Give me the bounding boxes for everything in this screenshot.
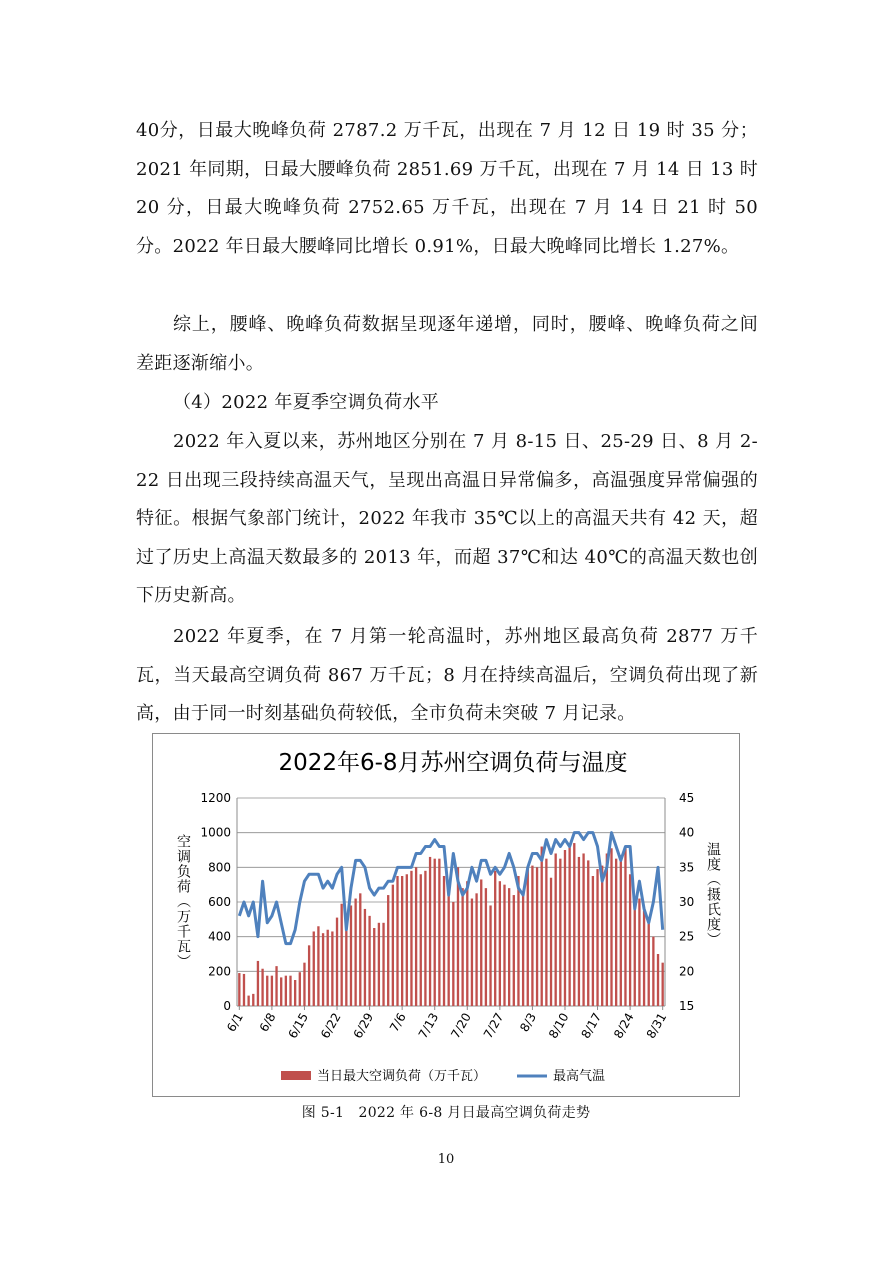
y2-tick-label: 30 — [679, 895, 695, 909]
bar — [378, 923, 380, 1006]
bar — [299, 972, 301, 1006]
bar — [396, 876, 398, 1006]
bar — [555, 853, 557, 1006]
bar — [252, 994, 254, 1006]
bar — [271, 976, 273, 1006]
bar — [448, 895, 450, 1006]
bar — [503, 885, 505, 1006]
x-tick-label: 8/3 — [517, 1010, 540, 1035]
y-axis-label: 空调负荷（万千瓦） — [175, 834, 191, 969]
bar — [289, 976, 291, 1006]
bar — [480, 879, 482, 1006]
bar — [247, 996, 249, 1006]
paragraph-1: 40分，日最大晚峰负荷 2787.2 万千瓦，出现在 7 月 12 日 19 时 35 分；2021 年同期，日最大腰峰负荷 2851.69 万千瓦，出现在 7 月 14 日 13 时 20 分，日最大晚峰负荷 2752.65 万千瓦，出现在 7 月 14 日 21 时 50 分。2022 年日最大腰峰同比增长 0.91%，日最大晚峰同比增长 1.27%。 — [136, 120, 758, 257]
y-tick-label: 1200 — [200, 791, 231, 805]
y2-tick-label: 15 — [679, 999, 695, 1013]
x-tick-label: 7/13 — [415, 1010, 442, 1041]
bar — [471, 899, 473, 1006]
legend-bar-label: 当日最大空调负荷（万千瓦） — [317, 1069, 487, 1084]
bar — [643, 911, 645, 1006]
bar — [662, 963, 664, 1006]
bar — [313, 931, 315, 1006]
bar — [648, 919, 650, 1006]
bar — [522, 892, 524, 1006]
legend-line-label: 最高气温 — [553, 1069, 606, 1084]
bar — [392, 885, 394, 1006]
chart — [153, 734, 741, 1098]
x-tick-label: 6/22 — [318, 1010, 344, 1041]
bar — [238, 973, 240, 1006]
bar — [406, 874, 408, 1006]
bar — [331, 931, 333, 1006]
bar — [257, 961, 259, 1006]
bar — [531, 866, 533, 1006]
page-number: 10 — [437, 1152, 455, 1167]
temperature-line — [239, 833, 662, 944]
bar — [359, 893, 361, 1006]
bar — [354, 899, 356, 1006]
bar — [345, 919, 347, 1006]
x-tick-label: 8/24 — [611, 1010, 637, 1041]
y2-tick-label: 25 — [679, 929, 695, 944]
y2-tick-label: 45 — [679, 791, 695, 805]
bar — [489, 905, 491, 1006]
bar — [410, 871, 412, 1006]
bar — [638, 899, 640, 1006]
bar — [434, 859, 436, 1006]
x-tick-label: 8/31 — [643, 1010, 670, 1041]
bar — [615, 859, 617, 1006]
bar — [596, 869, 598, 1006]
bar — [373, 928, 375, 1006]
x-tick-label: 7/27 — [480, 1010, 507, 1041]
bar — [545, 859, 547, 1006]
y-tick-label: 1000 — [200, 825, 231, 840]
chart-title: 2022年6-8月苏州空调负荷与温度 — [278, 750, 628, 776]
bar — [327, 930, 329, 1006]
y-tick-label: 200 — [208, 964, 231, 979]
paragraph-2: 综上，腰峰、晚峰负荷数据呈现逐年递增，同时，腰峰、晚峰负荷之间差距逐渐缩小。 — [136, 314, 758, 374]
x-tick-label: 6/1 — [224, 1010, 246, 1035]
paragraph-3: 2022 年入夏以来，苏州地区分别在 7 月 8-15 日、25-29 日、8 月 2-22 日出现三段持续高温天气，呈现出高温日异常偏多，高温强度异常偏强的特征。根据气象部门统计，2022 年我市 35℃以上的高温天共有 42 天，超过了历史上高温天数最多的 2013 年，而超 37℃和达 40℃的高温天数也创下历史新高。 — [136, 431, 758, 606]
bar — [568, 845, 570, 1006]
bar — [322, 933, 324, 1006]
bar — [601, 866, 603, 1006]
bar — [275, 966, 277, 1006]
bar — [438, 859, 440, 1006]
bar — [634, 902, 636, 1006]
y2-axis-label: 温度（摄氏度） — [705, 842, 721, 947]
bar — [415, 867, 417, 1006]
bar — [368, 916, 370, 1006]
bar — [261, 969, 263, 1006]
bar — [364, 909, 366, 1006]
bar — [350, 905, 352, 1006]
bar — [624, 847, 626, 1006]
y-tick-label: 0 — [223, 999, 231, 1013]
x-tick-label: 8/10 — [545, 1010, 572, 1041]
bar — [485, 888, 487, 1006]
bar — [341, 904, 343, 1006]
bar — [494, 871, 496, 1006]
bar — [536, 867, 538, 1006]
bar — [285, 976, 287, 1006]
paragraph-4: 2022 年夏季，在 7 月第一轮高温时，苏州地区最高负荷 2877 万千瓦，当天最高空调负荷 867 万千瓦；8 月在持续高温后，空调负荷出现了新高，由于同一时刻基础负荷较低，全市负荷未突破 7 月记录。 — [136, 626, 758, 724]
y2-tick-label: 35 — [679, 860, 695, 875]
bar — [629, 874, 631, 1006]
bar — [652, 937, 654, 1006]
bar — [266, 976, 268, 1006]
bar — [578, 857, 580, 1006]
y2-tick-label: 40 — [679, 825, 695, 840]
bar — [517, 876, 519, 1006]
bar — [401, 876, 403, 1006]
bar — [243, 974, 245, 1006]
bar — [573, 843, 575, 1006]
y2-tick-label: 20 — [679, 964, 695, 979]
bar — [582, 853, 584, 1006]
bar — [550, 878, 552, 1006]
x-tick-label: 6/8 — [256, 1010, 279, 1035]
bar — [527, 867, 529, 1006]
x-tick-label: 8/17 — [578, 1010, 605, 1041]
bar — [541, 847, 543, 1006]
legend-bar-swatch — [281, 1071, 311, 1080]
bar — [475, 893, 477, 1006]
bar — [317, 926, 319, 1006]
bar — [461, 888, 463, 1006]
bar — [592, 876, 594, 1006]
bar — [513, 895, 515, 1006]
x-tick-label: 6/15 — [285, 1010, 312, 1041]
bar — [308, 945, 310, 1006]
y-tick-label: 800 — [208, 860, 231, 875]
bar — [303, 963, 305, 1006]
section-heading: （4）2022 年夏季空调负荷水平 — [173, 392, 440, 413]
bar — [620, 855, 622, 1006]
y-tick-label: 400 — [208, 929, 231, 944]
bar — [606, 853, 608, 1006]
bar — [443, 876, 445, 1006]
bar — [387, 895, 389, 1006]
bar — [424, 871, 426, 1006]
bar — [429, 857, 431, 1006]
x-tick-label: 6/29 — [350, 1010, 377, 1041]
bar — [587, 860, 589, 1006]
bar — [657, 954, 659, 1006]
y-tick-label: 600 — [208, 895, 231, 909]
chart-frame — [152, 733, 740, 1097]
x-tick-label: 7/20 — [448, 1010, 474, 1041]
bar — [280, 977, 282, 1006]
bar — [294, 980, 296, 1006]
bar — [564, 850, 566, 1006]
bar — [336, 918, 338, 1006]
bar — [559, 859, 561, 1006]
figure-caption: 图 5-1 2022 年 6-8 月日最高空调负荷走势 — [301, 1105, 591, 1121]
bar — [499, 881, 501, 1006]
bar — [610, 848, 612, 1006]
bar — [452, 902, 454, 1006]
bar — [420, 874, 422, 1006]
bar — [466, 881, 468, 1006]
bar — [508, 888, 510, 1006]
bar — [382, 923, 384, 1006]
x-tick-label: 7/6 — [386, 1010, 409, 1035]
